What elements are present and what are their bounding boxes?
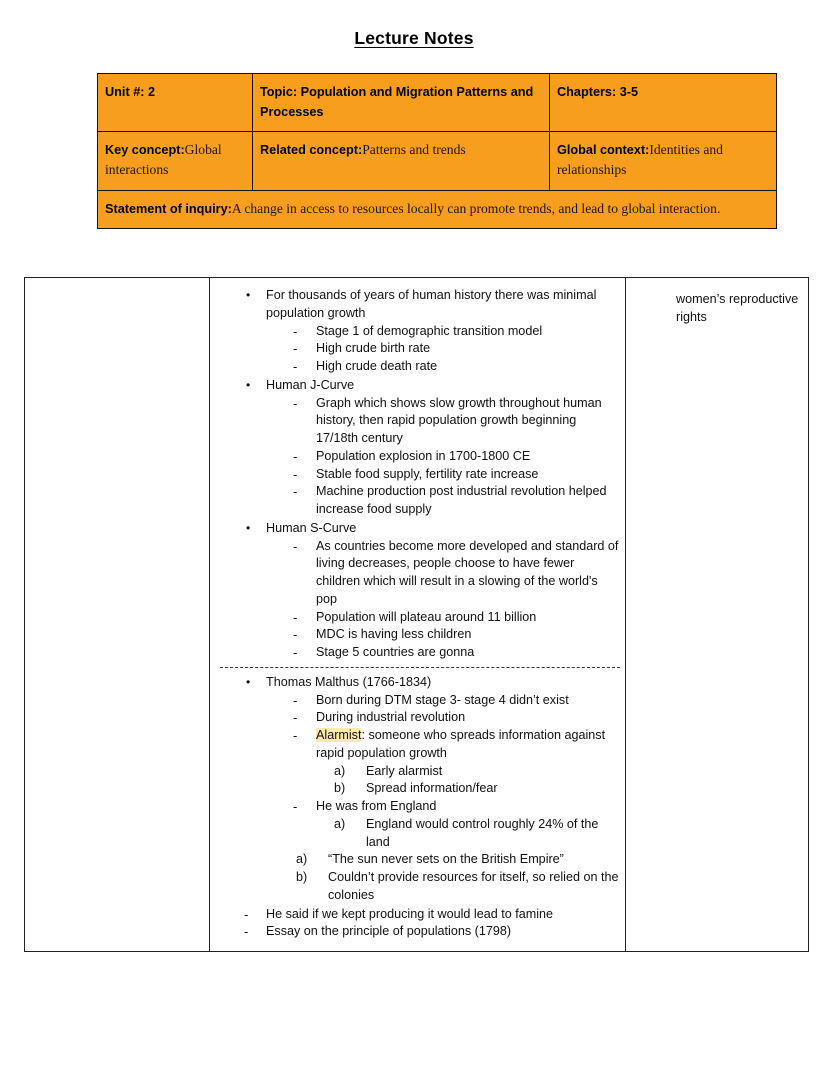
list-item: [216, 923, 619, 941]
list-item: [278, 851, 619, 869]
list-item-text: Couldn’t provide resources for itself, so relied on the colonies: [328, 870, 619, 902]
list-item-text: Population explosion in 1700-1800 CE: [316, 448, 531, 463]
list-item-text: Stable food supply, fertility rate increase: [316, 466, 539, 481]
sub-list: [266, 538, 619, 662]
list-item: [266, 395, 619, 448]
sub-sub-list: [316, 816, 619, 852]
list-item: [216, 520, 619, 662]
bullet-icon: •: [246, 520, 251, 535]
list-item: [266, 538, 619, 609]
dash-icon: -: [293, 323, 298, 339]
ordered-marker: b): [296, 870, 308, 884]
key-concept-label: Key concept:: [105, 143, 185, 158]
sub-list: [266, 323, 619, 376]
dash-icon: -: [293, 359, 298, 374]
dash-icon: -: [293, 448, 298, 464]
list-item: [316, 763, 619, 781]
list-item-text: Spread information/fear: [366, 781, 498, 796]
list-item-text: Stage 1 of demographic transition model: [316, 323, 543, 338]
dash-icon: -: [293, 728, 298, 743]
bullet-icon: •: [246, 674, 251, 689]
list-item: [216, 377, 619, 519]
list-item-text: Thomas Malthus (1766-1834): [266, 674, 432, 689]
list-item: [216, 287, 619, 376]
dash-icon: -: [244, 906, 249, 922]
list-item: [316, 816, 619, 852]
dash-icon: -: [293, 627, 298, 643]
list-item: [266, 692, 619, 710]
notes-main-column: [210, 278, 626, 952]
list-item-text: High crude death rate: [316, 359, 438, 373]
page-title: Lecture Notes: [354, 28, 474, 48]
unit-table-row-2: [98, 132, 777, 190]
ordered-marker: a): [334, 816, 346, 831]
ordered-tail-list: [278, 851, 619, 904]
list-item: [266, 483, 619, 519]
statement-value: A change in access to resources locally can promote trends, and lead to global interaction.: [231, 200, 721, 216]
global-context-label: Global context:: [557, 143, 650, 158]
notes-right-text: women’s reproductive rights: [676, 292, 799, 325]
list-item-text: England would control roughly 24% of the land: [366, 816, 599, 849]
notes-section-two: [216, 674, 619, 905]
list-item-text: He was from England: [316, 799, 437, 813]
ordered-marker: a): [334, 763, 346, 778]
dash-icon: -: [293, 609, 298, 625]
chapters-label: Chapters:: [557, 85, 617, 99]
list-item-text: “The sun never sets on the British Empire”: [328, 852, 564, 867]
list-item-text-rest: : someone who spreads information against rapid population growth: [316, 728, 606, 760]
notes-section-one: [216, 287, 619, 662]
dash-icon: -: [244, 924, 249, 940]
list-item: [266, 358, 619, 376]
list-item: [278, 869, 619, 905]
list-item-text: Machine production post industrial revolution helped increase food supply: [316, 484, 607, 516]
key-concept-value: Global interactions: [105, 142, 222, 178]
list-item-text: MDC is having less children: [316, 627, 472, 642]
notes-outer-tail: [216, 906, 619, 942]
ordered-marker: b): [334, 781, 346, 796]
unit-label: Unit #:: [105, 85, 145, 99]
topic-label: Topic:: [260, 85, 298, 99]
list-item-text: As countries become more developed and standard of living decreases, people choose to have fewer children which will result in a slowing of the world's pop: [316, 538, 619, 606]
list-item-text: [316, 727, 619, 763]
unit-cell-related-concept: [253, 132, 550, 190]
list-item-text: During industrial revolution: [316, 710, 466, 725]
notes-table-row: [25, 278, 809, 952]
chapters-value: 3-5: [616, 85, 639, 99]
list-item: [266, 626, 619, 644]
section-divider: [220, 667, 620, 668]
list-item: [266, 340, 619, 358]
ordered-marker: a): [296, 852, 308, 867]
dash-icon: -: [293, 466, 298, 482]
highlighted-term: Alarmist: [316, 728, 362, 742]
list-item-text: Graph which shows slow growth throughout human history, then rapid population growth beginning 17/18th century: [316, 395, 602, 445]
topic-value: Population and Migration Patterns and Processes: [260, 85, 534, 120]
list-item-text: Born during DTM stage 3- stage 4 didn’t exist: [316, 692, 569, 707]
dash-icon: -: [293, 799, 298, 814]
list-item: [316, 780, 619, 798]
list-item-text: Essay on the principle of populations (1798): [266, 924, 512, 939]
list-item-text: He said if we kept producing it would lead to famine: [266, 906, 554, 921]
unit-cell-key-concept: [98, 132, 253, 190]
list-item-text: Population will plateau around 11 billion: [316, 609, 537, 624]
unit-table-row-1: [98, 74, 777, 132]
list-item: [266, 644, 619, 662]
notes-content: [210, 278, 625, 951]
notes-table: [24, 277, 809, 952]
bullet-icon: •: [246, 377, 251, 392]
unit-cell-global-context: [550, 132, 777, 190]
list-item: [266, 609, 619, 627]
related-concept-label: Related concept:: [260, 143, 363, 158]
dash-icon: -: [293, 538, 298, 554]
list-item: [266, 727, 619, 798]
list-item-text: Early alarmist: [366, 763, 443, 778]
related-concept-value: Patterns and trends: [362, 142, 466, 158]
bullet-icon: •: [246, 288, 251, 302]
unit-table-row-statement: [98, 190, 777, 228]
list-item: [266, 466, 619, 484]
global-context-value: Identities and relationships: [557, 142, 723, 178]
notes-right-column: [626, 278, 809, 952]
list-item-text: Human S-Curve: [266, 520, 357, 535]
unit-cell-topic: [253, 74, 550, 132]
sub-sub-list: [316, 763, 619, 799]
dash-icon: -: [293, 692, 298, 708]
unit-planner-table: [97, 73, 777, 229]
list-item: [266, 323, 619, 341]
list-item-text: Stage 5 countries are gonna: [316, 645, 475, 659]
unit-cell-chapters: [550, 74, 777, 132]
unit-cell-statement-of-inquiry: [98, 190, 777, 228]
dash-icon: -: [293, 484, 298, 500]
dash-icon: -: [293, 710, 298, 726]
unit-cell-unit: [98, 74, 253, 132]
dash-icon: -: [293, 395, 298, 411]
sub-list: [266, 395, 619, 519]
list-item: [266, 798, 619, 851]
list-item: [266, 709, 619, 727]
list-item-text: For thousands of years of human history there was minimal population growth: [266, 288, 597, 320]
notes-left-column: [25, 278, 210, 952]
list-item: [266, 448, 619, 466]
list-item: [216, 906, 619, 924]
list-item-text: High crude birth rate: [316, 341, 431, 356]
dash-icon: -: [293, 341, 298, 357]
unit-value: 2: [144, 85, 156, 99]
dash-icon: -: [293, 645, 298, 660]
list-item-text: Human J-Curve: [266, 377, 355, 392]
list-item: [216, 674, 619, 905]
notes-left-text: [25, 278, 209, 296]
statement-label: Statement of inquiry:: [105, 201, 232, 216]
sub-list: [266, 692, 619, 852]
